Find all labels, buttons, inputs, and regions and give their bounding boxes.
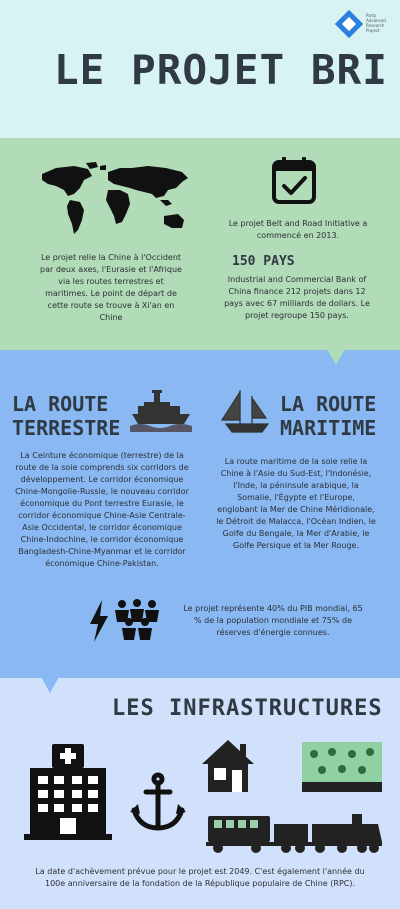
- section-pointer: [326, 347, 346, 365]
- section-pointer: [40, 675, 60, 693]
- completion-text: La date d'achèvement prévue pour le projet est 2049. C'est également l'année du 100e anniversaire de la fondation de la République populaire de Chine (RPC).: [35, 867, 365, 888]
- hospital-icon: [22, 744, 114, 840]
- overview-text: Le projet relie la Chine à l'Occident par deux axes, l'Eurasie et l'Afrique via les routes terrestres et maritimes. Le point de départ de cette route se trouve à Xi'an en Chine: [40, 253, 182, 322]
- infrastructure-heading: LES INFRASTRUCTURES: [112, 696, 383, 721]
- sailing-ship-icon: [218, 386, 274, 436]
- land-route-text: La Ceinture économique (terrestre) de la route de la soie comprends six corridors de développement. Le corridor économique Chine-Mongolie-Russie, le nouveau corridor économique du Pont terrestre Eurasie, le corridor économique Chine-Asie Centrale-Asie Occidental, le corridor économique Chine-Indochine, le corridor économique Bangladesh-Chine-Myanmar et le corridor économique Chine-Pakistan.: [15, 451, 189, 568]
- sea-route-heading: LA ROUTE MARITIME: [280, 392, 377, 440]
- calendar-check-icon: [271, 156, 317, 204]
- land-route-heading: LA ROUTE TERRESTRE: [12, 392, 121, 440]
- house-icon: [200, 738, 256, 794]
- logo-text: Party Advanced Research Project: [366, 13, 386, 33]
- anchor-icon: [130, 772, 186, 834]
- lightning-icon: [88, 600, 110, 642]
- page-title: LE PROJET BRI: [54, 46, 388, 94]
- world-map-icon: [36, 160, 196, 240]
- stats-text: Le projet représente 40% du PIB mondial, 65 % de la population mondiale et 75% de réserves d'énergie connues.: [183, 604, 363, 637]
- crowd-icon: [112, 598, 162, 640]
- countries-heading: 150 PAYS: [232, 254, 295, 269]
- logo: [336, 10, 392, 44]
- train-icon: [206, 810, 382, 854]
- sea-route-text: La route maritime de la soie relie la Chine à l'Asie du Sud-Est, l'Indonésie, l'Inde, la péninsule arabique, la Somalie, l'Égypte et l'Europe, englobant la Mer de Chine Méridionale, le Détroit de Malacca, l'Océan Indien, le Golfe du Bengale, la Mer d'Arabie, le Golfe Persique et la Mer Rouge.: [216, 457, 376, 550]
- logo-mark: [335, 10, 363, 38]
- steamship-icon: [130, 388, 192, 432]
- rooftop-garden-icon: [302, 742, 382, 792]
- countries-text: Industrial and Commercial Bank of China finance 212 projets dans 12 pays avec 67 milliards de dollars. Le projet regroupe 150 pays.: [224, 275, 370, 320]
- start-date-text: Le projet Belt and Road Initiative a commencé en 2013.: [228, 219, 368, 240]
